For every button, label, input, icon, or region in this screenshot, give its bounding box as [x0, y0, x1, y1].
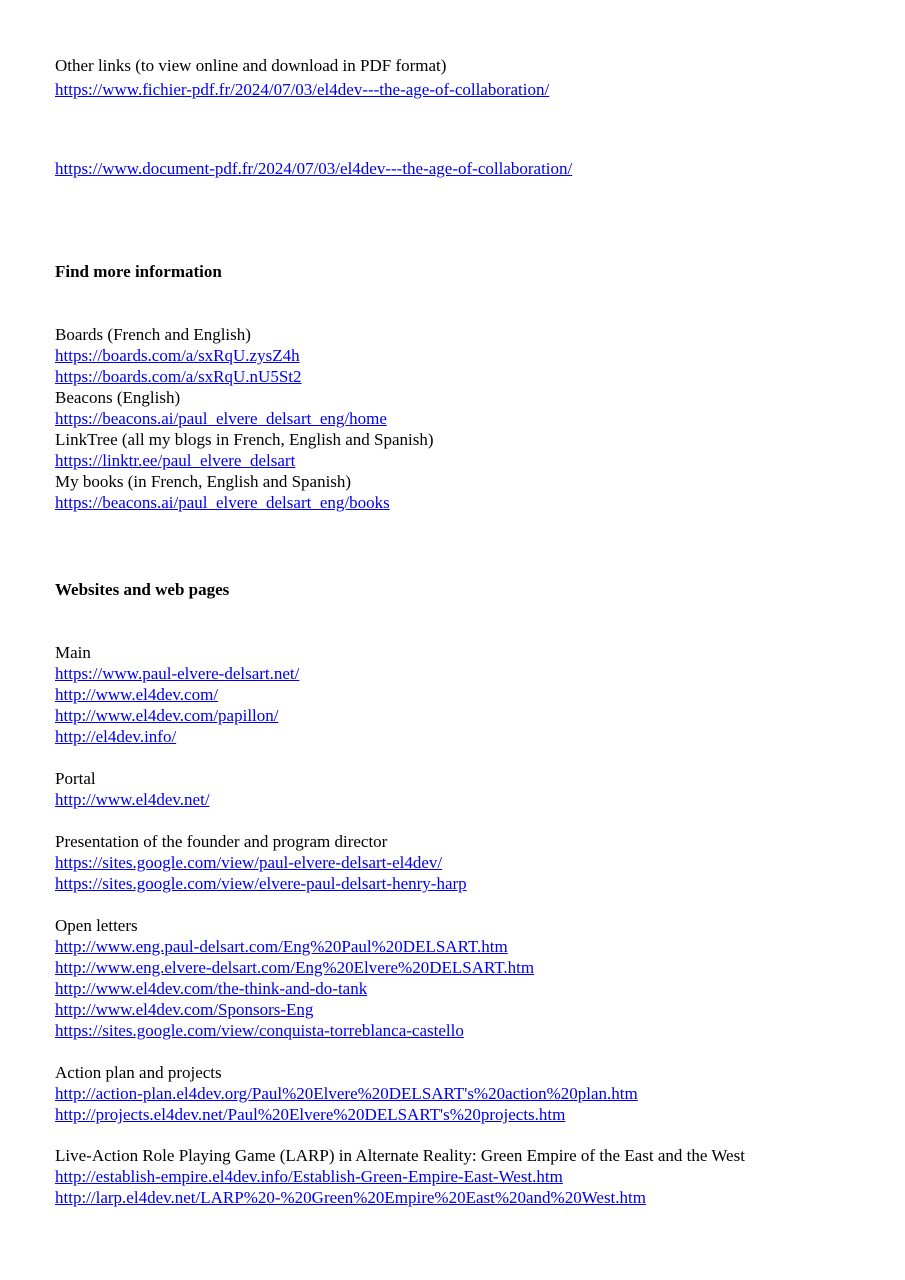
founder-label: Presentation of the founder and program director: [55, 832, 388, 851]
open-letters-link-3[interactable]: http://www.el4dev.com/the-think-and-do-tank: [55, 979, 368, 998]
portal-link[interactable]: http://www.el4dev.net/: [55, 790, 210, 809]
portal-label: Portal: [55, 769, 96, 788]
beacons-link[interactable]: https://beacons.ai/paul_elvere_delsart_eng/home: [55, 409, 387, 428]
larp-link-1[interactable]: http://establish-empire.el4dev.info/Establish-Green-Empire-East-West.htm: [55, 1167, 563, 1186]
boards-link-2[interactable]: https://boards.com/a/sxRqU.nU5St2: [55, 367, 302, 386]
open-letters-label: Open letters: [55, 916, 138, 935]
action-plan-label: Action plan and projects: [55, 1063, 222, 1082]
main-link-4[interactable]: http://el4dev.info/: [55, 727, 177, 746]
main-link-1[interactable]: https://www.paul-elvere-delsart.net/: [55, 664, 300, 683]
main-link-3[interactable]: http://www.el4dev.com/papillon/: [55, 706, 279, 725]
linktree-link[interactable]: https://linktr.ee/paul_elvere_delsart: [55, 451, 296, 470]
boards-label: Boards (French and English): [55, 325, 251, 344]
boards-link-1[interactable]: https://boards.com/a/sxRqU.zysZ4h: [55, 346, 300, 365]
main-link-2[interactable]: http://www.el4dev.com/: [55, 685, 219, 704]
other-links-label: Other links (to view online and download in PDF format): [55, 56, 447, 75]
open-letters-link-5[interactable]: https://sites.google.com/view/conquista-torreblanca-castello: [55, 1021, 464, 1040]
beacons-label: Beacons (English): [55, 388, 181, 407]
books-link[interactable]: https://beacons.ai/paul_elvere_delsart_eng/books: [55, 493, 390, 512]
projects-link[interactable]: http://projects.el4dev.net/Paul%20Elvere%20DELSART's%20projects.htm: [55, 1105, 566, 1124]
larp-label: Live-Action Role Playing Game (LARP) in Alternate Reality: Green Empire of the East and the West: [55, 1146, 745, 1165]
larp-link-2[interactable]: http://larp.el4dev.net/LARP%20-%20Green%20Empire%20East%20and%20West.htm: [55, 1188, 646, 1207]
books-label: My books (in French, English and Spanish): [55, 472, 352, 491]
open-letters-link-4[interactable]: http://www.el4dev.com/Sponsors-Eng: [55, 1000, 314, 1019]
action-plan-link[interactable]: http://action-plan.el4dev.org/Paul%20Elvere%20DELSART's%20action%20plan.htm: [55, 1084, 638, 1103]
linktree-label: LinkTree (all my blogs in French, English and Spanish): [55, 430, 434, 449]
founder-link-2[interactable]: https://sites.google.com/view/elvere-paul-delsart-henry-harp: [55, 874, 467, 893]
find-more-heading: Find more information: [55, 262, 222, 281]
fichier-pdf-link[interactable]: https://www.fichier-pdf.fr/2024/07/03/el4dev---the-age-of-collaboration/: [55, 80, 550, 99]
websites-heading: Websites and web pages: [55, 580, 230, 599]
main-label: Main: [55, 643, 91, 662]
open-letters-link-1[interactable]: http://www.eng.paul-delsart.com/Eng%20Paul%20DELSART.htm: [55, 937, 508, 956]
open-letters-link-2[interactable]: http://www.eng.elvere-delsart.com/Eng%20Elvere%20DELSART.htm: [55, 958, 535, 977]
document-pdf-link[interactable]: https://www.document-pdf.fr/2024/07/03/el4dev---the-age-of-collaboration/: [55, 159, 573, 178]
founder-link-1[interactable]: https://sites.google.com/view/paul-elvere-delsart-el4dev/: [55, 853, 443, 872]
